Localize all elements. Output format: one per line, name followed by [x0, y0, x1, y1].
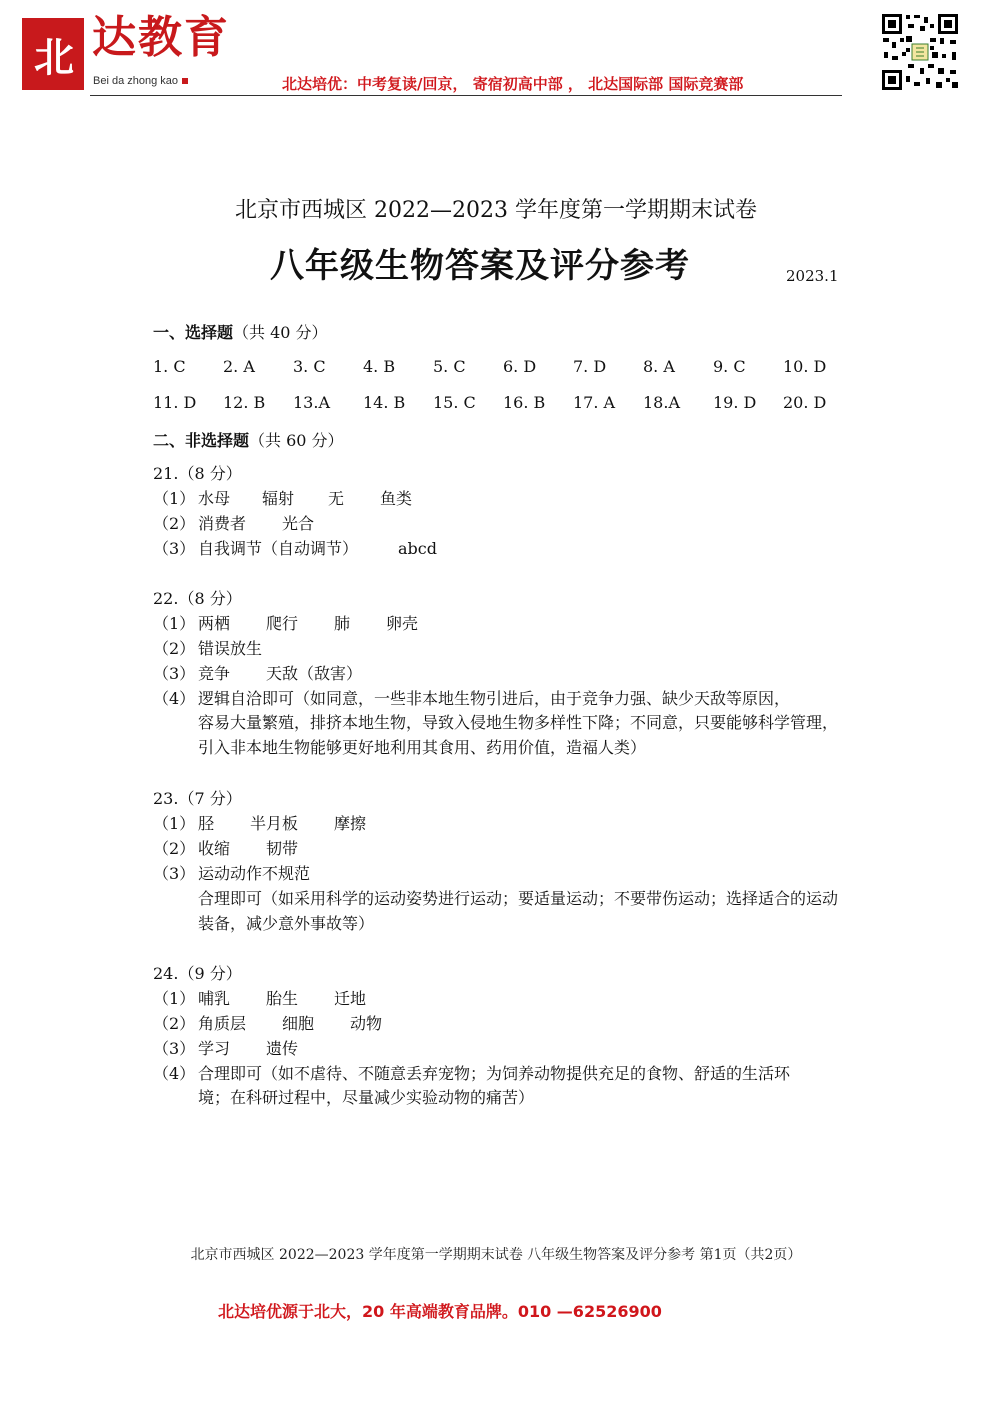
answer-number: （1） — [153, 814, 196, 833]
question-heading: 23.（7 分） — [153, 789, 242, 808]
answer-word: 角质层 — [198, 1014, 247, 1033]
answer-word: 肺 — [334, 614, 351, 633]
answer-word: 光合 — [282, 514, 315, 533]
answer-line — [153, 1013, 412, 1035]
question-heading: 22.（8 分） — [153, 589, 242, 608]
choice-answer: 10. D — [783, 357, 827, 376]
answer-line — [153, 488, 442, 510]
answer-line — [153, 838, 328, 860]
section-label: 一、选择题 — [153, 323, 234, 342]
answer-continuation: 合理即可（如采用科学的运动姿势进行运动；要适量运动；不要带伤运动；选择适合的运动装备，减少意外事故等） — [198, 889, 839, 933]
section-label: 二、非选择题 — [153, 431, 250, 450]
answer-number: （1） — [153, 489, 196, 508]
answer-number: （2） — [153, 1014, 196, 1033]
choice-answer: 18.A — [643, 393, 680, 412]
answer-word: 天敌（敌害） — [266, 664, 363, 683]
choice-answer: 7. D — [573, 357, 607, 376]
logo-name: 达教育 — [92, 12, 230, 63]
choice-answer: 8. A — [643, 357, 675, 376]
answer-line — [153, 813, 396, 835]
answer-number: （2） — [153, 639, 196, 658]
choice-answer: 3. C — [293, 357, 326, 376]
logo-subtitle-text: Bei da zhong kao — [93, 75, 179, 87]
answer-word: 胫 — [198, 814, 215, 833]
choice-answer: 6. D — [503, 357, 537, 376]
answer-word: 哺乳 — [198, 989, 231, 1008]
choice-answer: 14. B — [363, 393, 406, 412]
section-points: （共 60 分） — [249, 431, 344, 450]
page-title: 八年级生物答案及评分参考 — [270, 246, 690, 286]
section-heading-choice — [153, 320, 328, 343]
answer-word: 鱼类 — [380, 489, 413, 508]
choice-answer: 9. C — [713, 357, 746, 376]
answer-number: （4） — [153, 689, 196, 708]
answer-line — [153, 663, 392, 685]
answer-number: （2） — [153, 514, 196, 533]
answer-number: （3） — [153, 664, 196, 683]
header-divider — [90, 95, 842, 96]
answer-word: 消费者 — [198, 514, 247, 533]
answer-continuation: 境；在科研过程中，尽量减少实验动物的痛苦） — [198, 1088, 535, 1107]
question-heading: 21.（8 分） — [153, 464, 242, 483]
answer-word: 爬行 — [266, 614, 299, 633]
answer-word: 自我调节（自动调节） — [198, 539, 359, 558]
choice-answer: 5. C — [433, 357, 466, 376]
answer-line — [153, 513, 344, 535]
choice-answer: 13.A — [293, 393, 330, 412]
answer-continuation: 容易大量繁殖，排挤本地生物，导致入侵地生物多样性下降；不同意，只要能够科学管理，引入非本地生物能够更好地利用其食用、药用价值，造福人类） — [198, 713, 839, 757]
choice-answer: 16. B — [503, 393, 546, 412]
exam-title: 北京市西城区 2022—2023 学年度第一学期期末试卷 — [235, 198, 757, 223]
choice-answer: 17. A — [573, 393, 616, 412]
choice-answer: 20. D — [783, 393, 827, 412]
answer-word: abcd — [398, 539, 437, 558]
answer-number: （1） — [153, 989, 196, 1008]
choice-answer: 1. C — [153, 357, 186, 376]
answer-word: 胎生 — [266, 989, 299, 1008]
answer-number: （4） — [153, 1064, 196, 1083]
section-points: （共 40 分） — [233, 323, 328, 342]
question-heading: 24.（9 分） — [153, 964, 242, 983]
answer-line — [153, 863, 310, 885]
logo-subtitle — [93, 75, 188, 87]
answer-word: 动物 — [350, 1014, 383, 1033]
answer-word: 细胞 — [282, 1014, 315, 1033]
answer-word: 卵壳 — [386, 614, 419, 633]
answer-text: 合理即可（如不虐待、不随意丢弃宠物；为饲养动物提供充足的食物、舒适的生活环 — [198, 1064, 791, 1083]
choice-answer: 11. D — [153, 393, 197, 412]
answer-word: 竞争 — [198, 664, 231, 683]
section-heading-nonchoice — [153, 428, 344, 451]
answer-word: 学习 — [198, 1039, 231, 1058]
answer-line — [153, 538, 467, 560]
answer-word: 收缩 — [198, 839, 231, 858]
logo-mark-text: 北 — [34, 33, 72, 81]
footer-advert: 北达培优源于北大，20 年高端教育品牌。010 —62526900 — [218, 1302, 662, 1321]
choice-answer: 4. B — [363, 357, 396, 376]
answer-word: 水母 — [198, 489, 231, 508]
answer-number: （3） — [153, 539, 196, 558]
answer-word: 半月板 — [250, 814, 299, 833]
answer-row — [153, 357, 853, 379]
answer-text: 逻辑自洽即可（如同意，一些非本地生物引进后，由于竞争力强、缺少天敌等原因， — [198, 689, 791, 708]
answer-line — [153, 1063, 790, 1085]
answer-number: （1） — [153, 614, 196, 633]
choice-answer: 15. C — [433, 393, 476, 412]
answer-line — [153, 1038, 328, 1060]
answer-word: 错误放生 — [198, 639, 263, 658]
answer-word: 韧带 — [266, 839, 299, 858]
choice-answer: 2. A — [223, 357, 255, 376]
logo-mark — [22, 18, 84, 90]
answer-word: 无 — [328, 489, 345, 508]
header-slogan: 北达培优：中考复读/回京， 寄宿初高中部 ， 北达国际部 国际竞赛部 — [282, 75, 744, 93]
answer-row — [153, 393, 853, 415]
choice-answer: 19. D — [713, 393, 757, 412]
answer-text: 运动动作不规范 — [198, 864, 311, 883]
answer-word: 迁地 — [334, 989, 367, 1008]
answer-word: 摩擦 — [334, 814, 367, 833]
logo-square-icon — [182, 78, 188, 84]
answer-line — [153, 613, 448, 635]
answer-number: （3） — [153, 864, 196, 883]
answer-line — [153, 988, 396, 1010]
answer-number: （3） — [153, 1039, 196, 1058]
answer-line — [153, 688, 790, 710]
answer-number: （2） — [153, 839, 196, 858]
answer-line — [153, 638, 292, 660]
answer-word: 辐射 — [262, 489, 295, 508]
date-label: 2023.1 — [786, 267, 839, 285]
qr-code-icon — [880, 12, 960, 92]
answer-word: 两栖 — [198, 614, 231, 633]
choice-answer: 12. B — [223, 393, 266, 412]
page-footer: 北京市西城区 2022—2023 学年度第一学期期末试卷 八年级生物答案及评分参考 第1页（共2页） — [190, 1247, 802, 1263]
answer-word: 遗传 — [266, 1039, 299, 1058]
